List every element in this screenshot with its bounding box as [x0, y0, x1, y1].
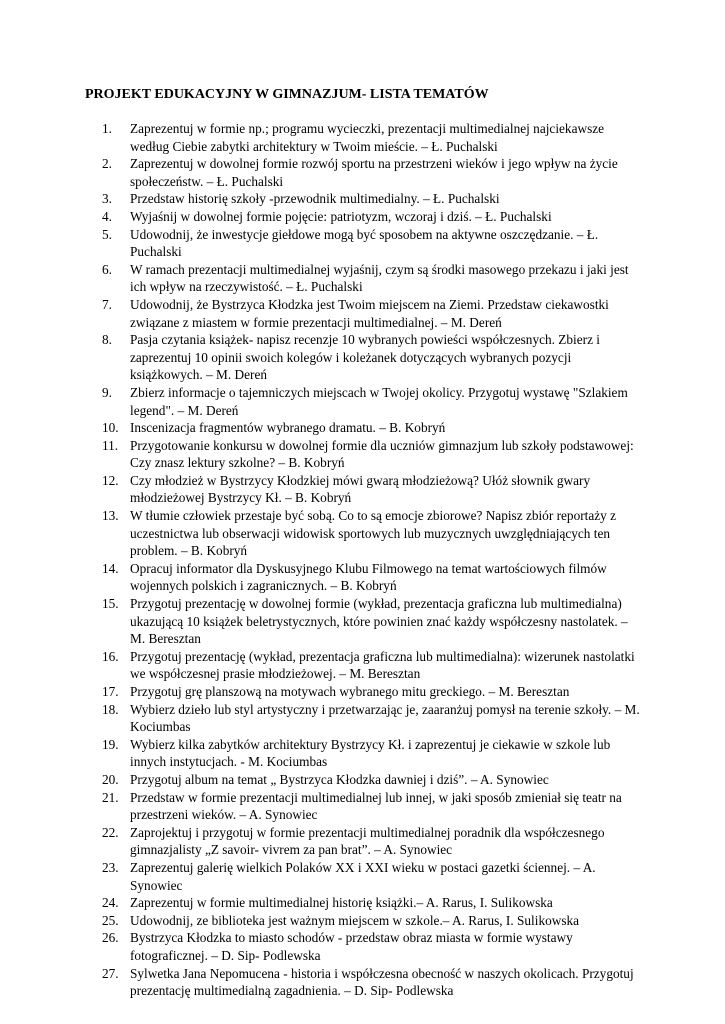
- topic-number: 22.: [102, 824, 119, 840]
- topic-item: [102, 736, 642, 771]
- topic-item: [102, 507, 642, 560]
- topic-item: [102, 155, 642, 190]
- topic-text: Przygotuj prezentację w dowolnej formie (wykład, prezentacja graficzna lub multimedialna) ukazującą 10 książek beletrystycznych, które powinien znać każdy współczesny nastolatek. – M. Beresztan: [130, 596, 628, 647]
- topic-number: 21.: [102, 789, 119, 805]
- topic-text: Inscenizacja fragmentów wybranego dramatu. – B. Kobryń: [130, 420, 446, 436]
- topic-item: [102, 120, 642, 155]
- topic-text: Zaprojektuj i przygotuj w formie prezentacji multimedialnej poradnik dla współczesnego gimnazjalisty „Z savoir- vivrem za pan brat”. – A. Synowiec: [130, 824, 605, 858]
- topic-text: Zaprezentuj w dowolnej formie rozwój sportu na przestrzeni wieków i jego wpływ na życie społeczeństw. – Ł. Puchalski: [130, 156, 618, 189]
- topic-number: 25.: [102, 912, 119, 928]
- topic-text: Przygotuj prezentację (wykład, prezentacja graficzna lub multimedialna): wizerunek nastolatki we współczesnej prasie młodzieżowej. – M. Beresztan: [130, 648, 635, 682]
- topic-item: [102, 296, 642, 331]
- topic-item: [102, 771, 642, 789]
- topic-text: Przedstaw historię szkoły -przewodnik multimedialny. – Ł. Puchalski: [130, 191, 500, 207]
- topic-text: Zaprezentuj w formie multimedialnej historię książki.– A. Rarus, I. Sulikowska: [130, 895, 553, 911]
- topic-number: 2.: [102, 156, 112, 172]
- topic-item: [102, 331, 642, 384]
- topic-number: 16.: [102, 648, 119, 664]
- topic-number: 19.: [102, 736, 119, 752]
- topic-item: [102, 419, 642, 437]
- topic-item: [102, 648, 642, 683]
- topic-number: 15.: [102, 596, 119, 612]
- topic-item: [102, 929, 642, 964]
- topic-item: [102, 859, 642, 894]
- topic-number: 12.: [102, 472, 119, 488]
- topic-text: Pasja czytania książek- napisz recenzje 10 wybranych powieści współczesnych. Zbierz i zaprezentuj 10 opinii swoich kolegów i koleżanek dotyczących wybranych pozycji książkowych. – M. Dereń: [130, 332, 601, 383]
- topic-item: [102, 226, 642, 261]
- topic-text: Udowodnij, że inwestycje giełdowe mogą być sposobem na aktywne oszczędzanie. – Ł. Puchalski: [130, 226, 599, 260]
- topic-number: 5.: [102, 226, 112, 242]
- topic-text: Przygotowanie konkursu w dowolnej formie dla uczniów gimnazjum lub szkoły podstawowej: Czy znasz lektury szkolne? – B. Kobryń: [130, 437, 634, 471]
- topic-item: [102, 912, 642, 930]
- topic-text: Udowodnij, ze biblioteka jest ważnym miejscem w szkole.– A. Rarus, I. Sulikowska: [130, 912, 580, 928]
- topic-item: [102, 595, 642, 648]
- topic-number: 1.: [102, 121, 112, 136]
- topic-number: 20.: [102, 771, 119, 787]
- topic-number: 13.: [102, 508, 119, 524]
- topic-number: 18.: [102, 701, 119, 717]
- topic-number: 11.: [102, 437, 119, 453]
- topic-text: Zbierz informacje o tajemniczych miejscach w Twojej okolicy. Przygotuj wystawę "Szlakiem legend". – M. Dereń: [130, 384, 628, 418]
- topic-text: W tłumie człowiek przestaje być sobą. Co to są emocje zbiorowe? Napisz zbiór reportaży z uczestnictwa lub obserwacji widowisk sportowych lub muzycznych uwzględniających ten problem. – B. Kobryń: [130, 508, 617, 559]
- topic-item: [102, 472, 642, 507]
- topic-item: [102, 824, 642, 859]
- topic-text: Zaprezentuj w formie np.; programu wycieczki, prezentacji multimedialnej najciekawsze według Ciebie zabytki architektury w Twoim mieście. – Ł. Puchalski: [130, 121, 605, 154]
- topic-item: [102, 965, 642, 1000]
- topic-number: 23.: [102, 859, 119, 875]
- topic-text: Wyjaśnij w dowolnej formie pojęcie: patriotyzm, wczoraj i dziś. – Ł. Puchalski: [130, 208, 552, 224]
- topic-item: [102, 789, 642, 824]
- topic-number: 14.: [102, 560, 119, 576]
- topic-number: 10.: [102, 420, 119, 436]
- topic-text: Bystrzyca Kłodzka to miasto schodów - przedstaw obraz miasta w formie wystawy fotograficznej. – D. Sip- Podlewska: [130, 930, 573, 963]
- document-title: PROJEKT EDUKACYJNY W GIMNAZJUM- LISTA TEMATÓW: [85, 87, 489, 102]
- topic-item: [102, 437, 642, 472]
- topic-item: [102, 683, 642, 701]
- topic-text: Wybierz dzieło lub styl artystyczny i przetwarzając je, zaaranżuj pomysł na terenie szkoły. – M. Kociumbas: [130, 701, 640, 735]
- topic-list: [102, 120, 642, 1000]
- topic-item: [102, 208, 642, 226]
- topic-text: W ramach prezentacji multimedialnej wyjaśnij, czym są środki masowego przekazu i jaki jest ich wpływ na rzeczywistość. – Ł. Puchalski: [130, 261, 629, 295]
- topic-number: 4.: [102, 208, 112, 224]
- topic-item: [102, 894, 642, 912]
- topic-text: Zaprezentuj galerię wielkich Polaków XX i XXI wieku w postaci gazetki ściennej. – A. Synowiec: [130, 859, 596, 893]
- topic-number: 9.: [102, 384, 112, 400]
- topic-number: 27.: [102, 965, 119, 981]
- topic-text: Przygotuj grę planszową na motywach wybranego mitu greckiego. – M. Beresztan: [130, 684, 570, 699]
- topic-number: 3.: [102, 191, 112, 207]
- topic-text: Wybierz kilka zabytków architektury Bystrzycy Kł. i zaprezentuj je ciekawie w szkole lub innych instytucjach. - M. Kociumbas: [130, 736, 611, 770]
- topic-text: Przygotuj album na temat „ Bystrzyca Kłodzka dawniej i dziś”. – A. Synowiec: [130, 771, 549, 787]
- topic-number: 7.: [102, 296, 112, 312]
- topic-number: 24.: [102, 895, 119, 911]
- topic-text: Opracuj informator dla Dyskusyjnego Klubu Filmowego na temat wartościowych filmów wojennych polskich i zagranicznych. – B. Kobryń: [130, 560, 607, 594]
- topic-number: 8.: [102, 332, 112, 348]
- topic-number: 17.: [102, 684, 119, 699]
- topic-text: Przedstaw w formie prezentacji multimedialnej lub innej, w jaki sposób zmieniał się teatr na przestrzeni wieków. – A. Synowiec: [130, 789, 622, 823]
- topic-item: [102, 560, 642, 595]
- topic-item: [102, 384, 642, 419]
- topic-item: [102, 701, 642, 736]
- topic-number: 6.: [102, 261, 112, 277]
- topic-text: Czy młodzież w Bystrzycy Kłodzkiej mówi gwarą młodzieżową? Ułóż słownik gwary młodzieżowej Bystrzycy Kł. – B. Kobryń: [130, 472, 591, 506]
- topic-item: [102, 261, 642, 296]
- topic-text: Sylwetka Jana Nepomucena - historia i współczesna obecność w naszych okolicach. Przygotuj prezentację multimedialną zagadnienia. – D. Sip- Podlewska: [130, 965, 634, 999]
- topic-number: 26.: [102, 930, 119, 946]
- topic-item: [102, 190, 642, 208]
- topic-text: Udowodnij, że Bystrzyca Kłodzka jest Twoim miejscem na Ziemi. Przedstaw ciekawostki związane z miastem w formie prezentacji multimedialnej. – M. Dereń: [130, 296, 609, 330]
